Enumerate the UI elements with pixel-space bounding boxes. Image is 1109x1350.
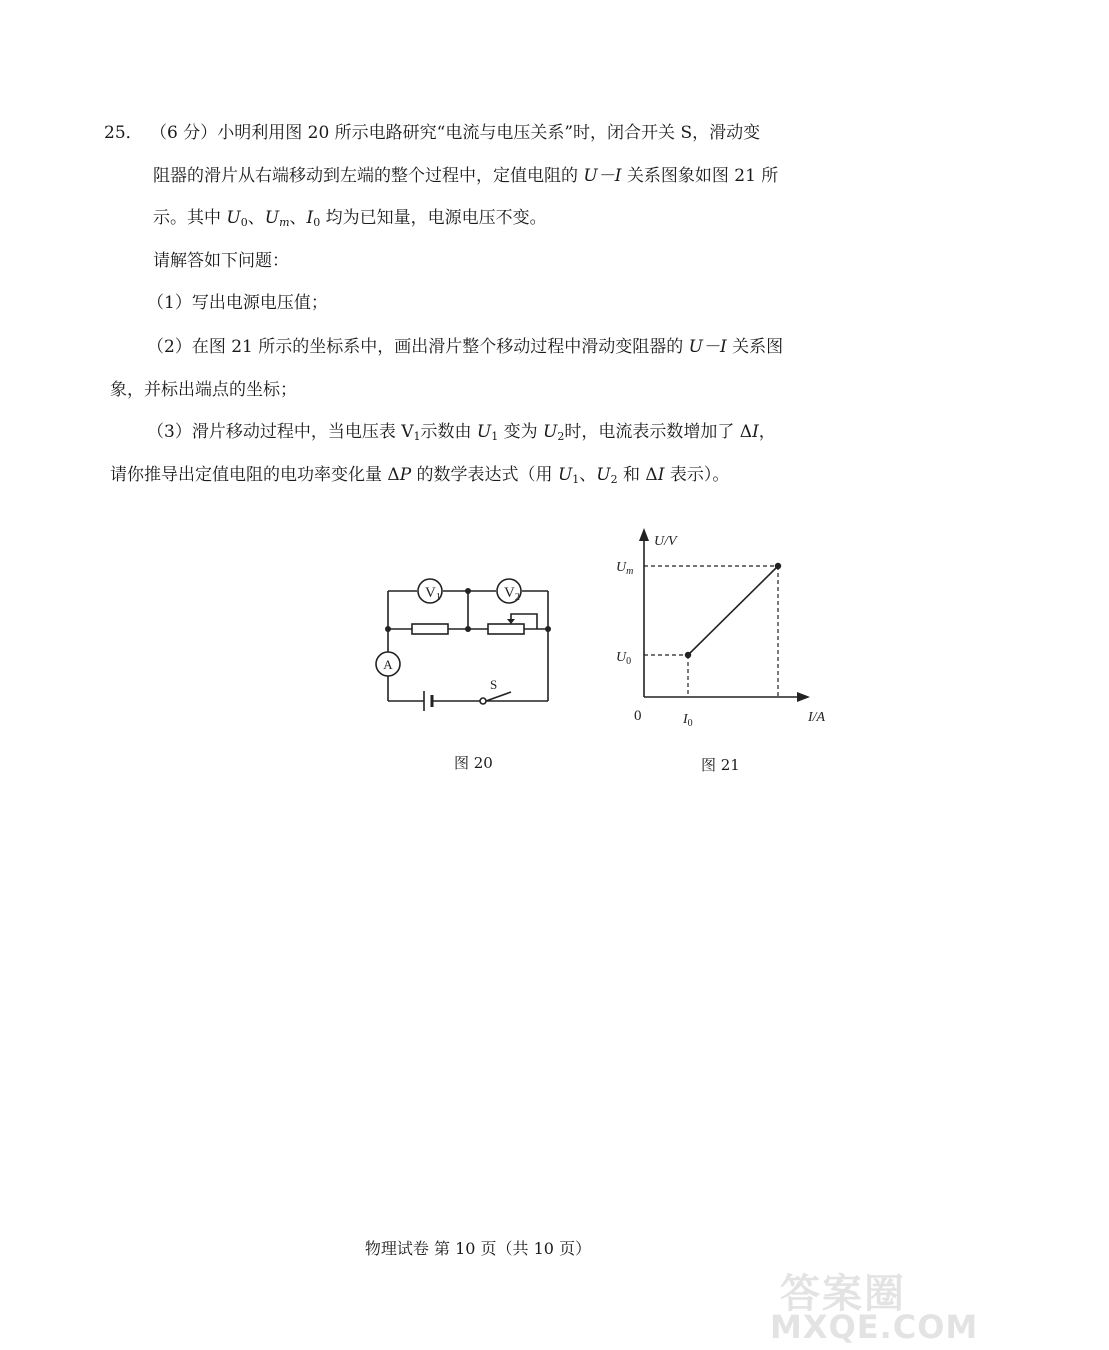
data-point-start	[685, 652, 691, 658]
watermark-url: MXQE.COM	[770, 1308, 979, 1346]
v1-label: $V_1$	[425, 585, 441, 603]
question-line-3: 示。其中 $U_0$、$U_m$、$I_0$ 均为已知量，电源电压不变。	[153, 208, 547, 229]
exam-page: 25． （6 分）小明利用图 20 所示电路研究“电流与电压关系”时，闭合开关 S，滑动变 阻器的滑片从右端移动到左端的整个过程中，定值电阻的 U－I 关系图象如图 21 所 示。其中 $U_0$、$U_m$、$I_0$ 均为已知量，电源电压不变。 请解答如下问题： （1）写出电源电压值； （2）在图 21 所示的坐标系中，画出滑片整个移动过程中滑动变阻器的 U－I 关系图 象，并标出端点的坐标； （3）滑片移动过程中，当电压表 $V_1$示数由 $U_1$ 变为 $U_2$时，电流表示数增加了 ΔI， 请你推导出定值电阻的电功率变化量 ΔP 的数学表达式（用 $U_1$、$U_2$ 和 ΔI 表示）。 $V_1$ $V_2$ A S 图 20 U/V I/A 0 $U_m$ $U_0$ $I_0$ 图 21 物理试卷 第 10 页（共 10 页） 答案圈 MXQE.COM	[0, 0, 956, 1350]
y-axis-label: U/V	[654, 534, 677, 549]
sub-question-2: （2）在图 21 所示的坐标系中，画出滑片整个移动过程中滑动变阻器的 U－I 关系图	[147, 337, 784, 357]
fig21-caption: 图 21	[701, 756, 740, 774]
page-footer: 物理试卷 第 10 页（共 10 页）	[364, 1239, 592, 1258]
sub-question-3-cont: 请你推导出定值电阻的电功率变化量 ΔP 的数学表达式（用 $U_1$、$U_2$ 和 ΔI 表示）。	[110, 465, 730, 486]
series-line	[688, 566, 778, 655]
sub-question-3: （3）滑片移动过程中，当电压表 $V_1$示数由 $U_1$ 变为 $U_2$时，电流表示数增加了 ΔI，	[147, 422, 776, 443]
y-axis-arrow	[639, 528, 649, 541]
ammeter-label: A	[383, 657, 393, 672]
v2-label: $V_2$	[504, 585, 520, 603]
sub-question-1: （1）写出电源电压值；	[147, 293, 328, 313]
x-axis-label: I/A	[808, 710, 826, 725]
question-number: 25．	[104, 123, 143, 143]
origin-label: 0	[634, 708, 642, 724]
watermark-logo: 答案圈	[780, 1271, 906, 1317]
x-axis-arrow	[797, 692, 810, 702]
data-point-end	[775, 563, 781, 569]
question-line-2: 阻器的滑片从右端移动到左端的整个过程中，定值电阻的 U－I 关系图象如图 21 所	[153, 166, 779, 186]
switch-label: S	[490, 677, 498, 692]
i0-tick-label: $I_0$	[683, 712, 693, 729]
question-line-4: 请解答如下问题：	[153, 251, 289, 271]
sub-question-2-cont: 象，并标出端点的坐标；	[110, 380, 297, 400]
u0-tick-label: $U_0$	[616, 650, 632, 667]
um-tick-label: $U_m$	[616, 560, 634, 577]
fig20-caption: 图 20	[454, 754, 493, 772]
